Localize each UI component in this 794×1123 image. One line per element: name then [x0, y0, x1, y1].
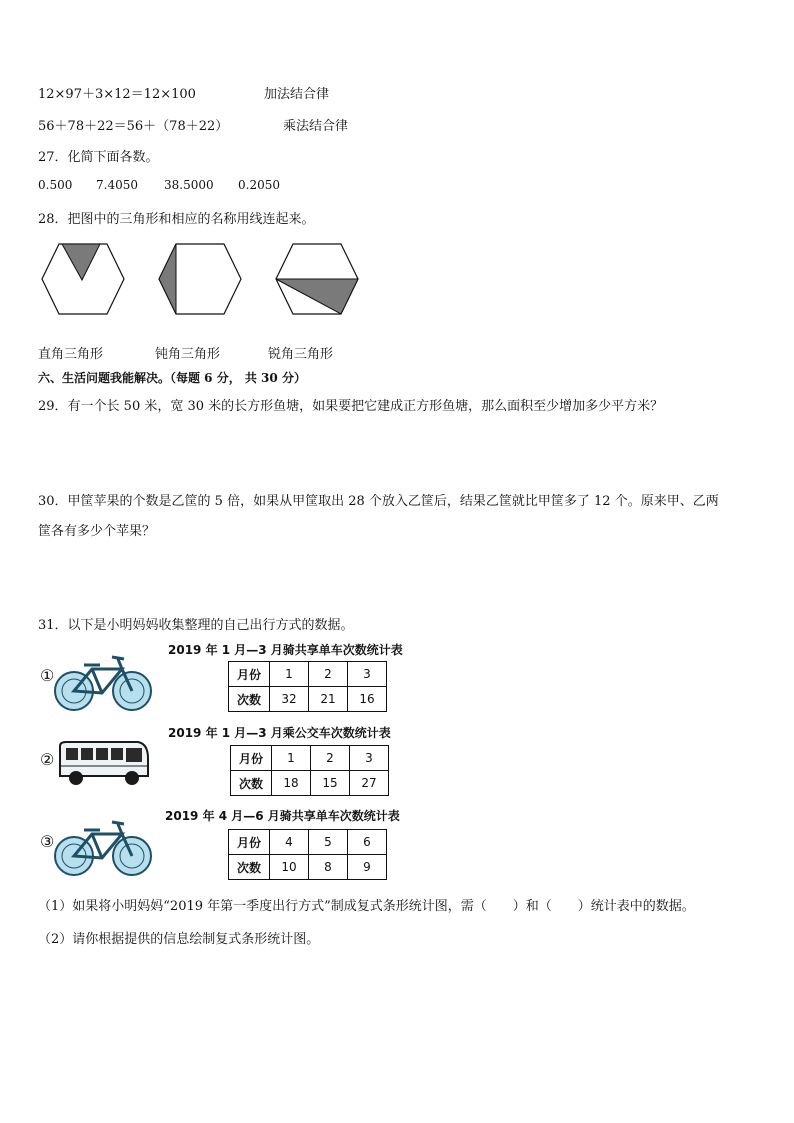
table2-month-3: 3 [350, 746, 389, 771]
table3-count-2: 8 [309, 855, 348, 880]
q31-sub2: （2）请你根据提供的信息绘制复式条形统计图。 [38, 932, 320, 947]
hexagon-figure-1 [38, 240, 128, 318]
hexagon-figure-3 [272, 240, 362, 318]
q30-text-line1: 30．甲筐苹果的个数是乙筐的 5 倍，如果从甲筐取出 28 个放入乙筐后，结果乙筐就比甲筐多了 12 个。原来甲、乙两 [38, 494, 719, 509]
table3-month-3: 6 [348, 830, 387, 855]
table1-month-1: 1 [270, 662, 309, 687]
q27-number-1: 0.500 [38, 178, 73, 192]
section-six-title: 六、生活问题我能解决。（每题 6 分， 共 30 分） [38, 371, 306, 385]
table1-marker: ① [40, 666, 55, 685]
law-expression-1: 12×97＋3×12＝12×100 [38, 87, 196, 102]
q27-number-2: 7.4050 [96, 178, 138, 192]
acute-triangle-shade [276, 279, 358, 314]
table1-count-3: 16 [348, 687, 387, 712]
table1-count-2: 21 [309, 687, 348, 712]
table3 [228, 829, 387, 880]
table3-month-2: 5 [309, 830, 348, 855]
table2-marker: ② [40, 750, 55, 769]
bus-icon [56, 738, 152, 788]
obtuse-triangle-shade [159, 244, 176, 314]
table1-row1-label: 月份 [229, 662, 270, 687]
table1-month-3: 3 [348, 662, 387, 687]
table2 [230, 745, 389, 796]
table2-row2-label: 次数 [231, 771, 272, 796]
q28-title: 28．把图中的三角形和相应的名称用线连起来。 [38, 212, 315, 227]
q30-text-line2: 筐各有多少个苹果？ [38, 524, 156, 539]
table2-count-2: 15 [311, 771, 350, 796]
table2-count-1: 18 [272, 771, 311, 796]
triangle-name-acute: 锐角三角形 [268, 347, 334, 362]
q29-text: 29．有一个长 50 米，宽 30 米的长方形鱼塘，如果要把它建成正方形鱼塘，那么面积至少增加多少平方米？ [38, 399, 664, 414]
table3-row1-label: 月份 [229, 830, 270, 855]
law-name-1: 加法结合律 [264, 87, 330, 102]
bicycle-icon-2 [52, 816, 156, 878]
q27-number-3: 38.5000 [164, 178, 214, 192]
q27-title: 27．化简下面各数。 [38, 150, 159, 165]
table2-count-3: 27 [350, 771, 389, 796]
triangle-name-obtuse: 钝角三角形 [155, 347, 221, 362]
table2-month-2: 2 [311, 746, 350, 771]
right-triangle-shade [62, 244, 100, 280]
table3-row2-label: 次数 [229, 855, 270, 880]
table3-month-1: 4 [270, 830, 309, 855]
hexagon-figure-2 [155, 240, 245, 318]
q31-title: 31．以下是小明妈妈收集整理的自己出行方式的数据。 [38, 618, 354, 633]
table1-row2-label: 次数 [229, 687, 270, 712]
q31-sub1: （1）如果将小明妈妈“2019 年第一季度出行方式”制成复式条形统计图，需（ ）和（ ）统计表中的数据。 [38, 899, 695, 914]
triangle-name-right: 直角三角形 [38, 347, 104, 362]
law-expression-2: 56＋78＋22＝56＋（78＋22） [38, 119, 229, 134]
table2-month-1: 1 [272, 746, 311, 771]
table3-count-3: 9 [348, 855, 387, 880]
table2-title: 2019 年 1 月—3 月乘公交车次数统计表 [168, 726, 391, 740]
table3-marker: ③ [40, 832, 55, 851]
bicycle-icon [52, 651, 156, 713]
table1 [228, 661, 387, 712]
law-name-2: 乘法结合律 [283, 119, 349, 134]
q27-number-4: 0.2050 [238, 178, 280, 192]
table2-row1-label: 月份 [231, 746, 272, 771]
table1-month-2: 2 [309, 662, 348, 687]
table1-title: 2019 年 1 月—3 月骑共享单车次数统计表 [168, 643, 403, 657]
table3-title: 2019 年 4 月—6 月骑共享单车次数统计表 [165, 809, 400, 823]
table3-count-1: 10 [270, 855, 309, 880]
table1-count-1: 32 [270, 687, 309, 712]
